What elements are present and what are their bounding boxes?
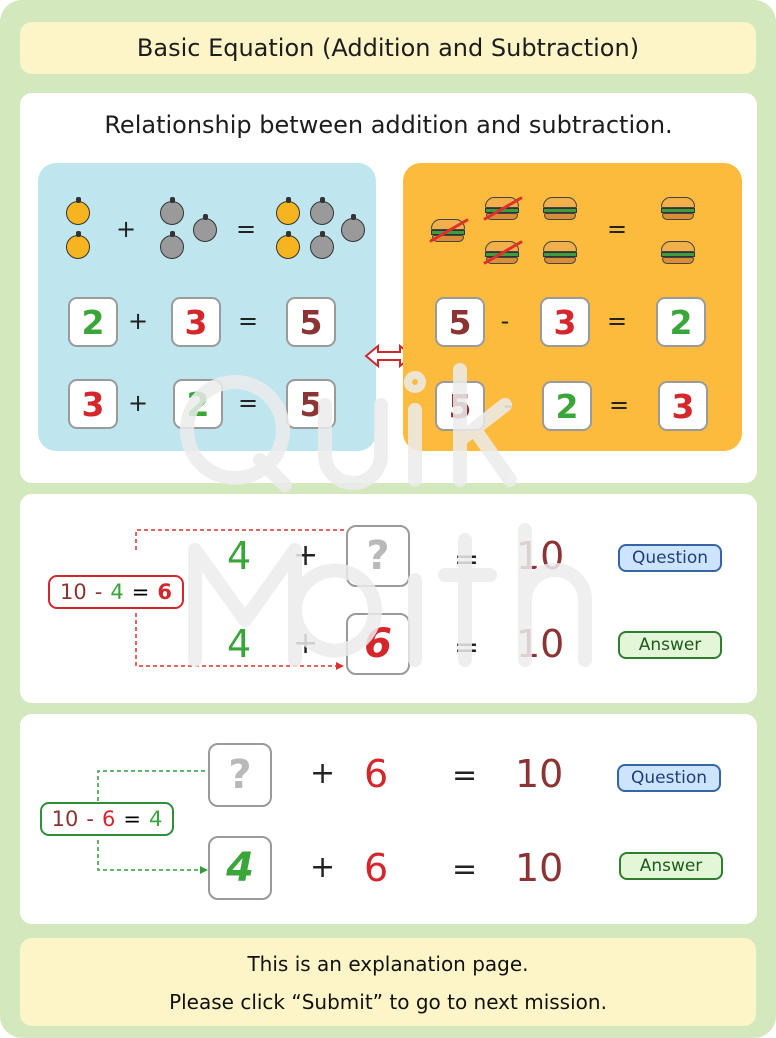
addend: 4: [227, 622, 252, 666]
equals-sign: =: [606, 215, 628, 243]
hint-term: 6: [101, 807, 116, 831]
hint-equals: =: [123, 807, 141, 831]
hint-result: 4: [148, 807, 163, 831]
page-title: Basic Equation (Addition and Subtraction): [20, 22, 756, 74]
burger-icon: [543, 241, 577, 265]
plus-sign: +: [115, 215, 137, 243]
grey-fruit-icon: [193, 218, 217, 242]
equals-sign: =: [454, 630, 480, 665]
equals-sign: =: [235, 215, 257, 243]
sum: 10: [516, 622, 565, 666]
plus-sign: +: [310, 850, 336, 885]
minus-sign: -: [500, 307, 510, 335]
addend: 6: [364, 752, 389, 796]
sum: 10: [515, 752, 564, 796]
grey-fruit-icon: [341, 218, 365, 242]
equals-sign: =: [452, 852, 478, 887]
question-mark: ?: [228, 752, 252, 798]
plus-sign: +: [310, 756, 336, 791]
unknown-box: [208, 743, 272, 807]
sum: 10: [516, 534, 565, 578]
grey-fruit-icon: [310, 201, 334, 225]
orange-icon: [66, 235, 90, 259]
number-box: 2: [542, 381, 592, 431]
plus-sign: +: [293, 538, 319, 573]
number-box: 2: [656, 297, 706, 347]
hint-operator: -: [94, 580, 103, 604]
question-mark: ?: [366, 533, 390, 579]
minus-sign: -: [503, 391, 513, 419]
plus-sign: +: [293, 626, 319, 661]
burger-icon: [661, 241, 695, 265]
hint-term: 10: [51, 807, 79, 831]
equals-sign: =: [237, 307, 259, 335]
number-box: 5: [286, 297, 336, 347]
footer-line-1: This is an explanation page.: [247, 952, 529, 976]
answer-value: 4: [226, 845, 254, 891]
number-box: 3: [658, 381, 708, 431]
equals-sign: =: [452, 758, 478, 793]
question-button[interactable]: Question: [617, 764, 721, 792]
orange-icon: [276, 201, 300, 225]
number-box: 3: [171, 297, 221, 347]
hint-result: 6: [157, 580, 172, 604]
footer-banner: [20, 938, 756, 1026]
example-panel-2: [20, 714, 757, 924]
number-box: 3: [540, 297, 590, 347]
orange-icon: [66, 201, 90, 225]
plus-sign: +: [127, 389, 149, 417]
addend: 6: [364, 846, 389, 890]
equals-sign: =: [454, 542, 480, 577]
number-box: 5: [286, 379, 336, 429]
burger-icon: [661, 197, 695, 221]
quikmath-watermark-logo: [175, 360, 625, 700]
hint-equation: [48, 575, 184, 609]
hint-equals: =: [131, 580, 150, 604]
equals-sign: =: [606, 307, 628, 335]
section-heading: Relationship between addition and subtraction.: [104, 111, 673, 139]
addend: 4: [227, 534, 252, 578]
answer-button[interactable]: Answer: [619, 852, 723, 880]
number-box: 5: [435, 297, 485, 347]
grey-fruit-icon: [160, 201, 184, 225]
number-box: 2: [173, 379, 223, 429]
answer-box: [208, 836, 272, 900]
question-button[interactable]: Question: [618, 544, 722, 572]
equals-sign: =: [608, 391, 630, 419]
footer-line-2: Please click “Submit” to go to next mission.: [169, 990, 607, 1014]
number-box: 5: [435, 381, 485, 431]
burger-icon: [543, 197, 577, 221]
answer-button[interactable]: Answer: [618, 631, 722, 659]
number-box: 2: [68, 297, 118, 347]
hint-equation: [40, 802, 174, 836]
plus-sign: +: [127, 307, 149, 335]
hint-term: 10: [60, 580, 87, 604]
hint-term: 4: [110, 580, 124, 604]
orange-icon: [276, 235, 300, 259]
answer-value: 6: [364, 621, 392, 667]
hint-operator: -: [86, 807, 94, 831]
number-box: 3: [68, 379, 118, 429]
equals-sign: =: [237, 389, 259, 417]
sum: 10: [515, 846, 564, 890]
grey-fruit-icon: [310, 235, 334, 259]
grey-fruit-icon: [160, 235, 184, 259]
